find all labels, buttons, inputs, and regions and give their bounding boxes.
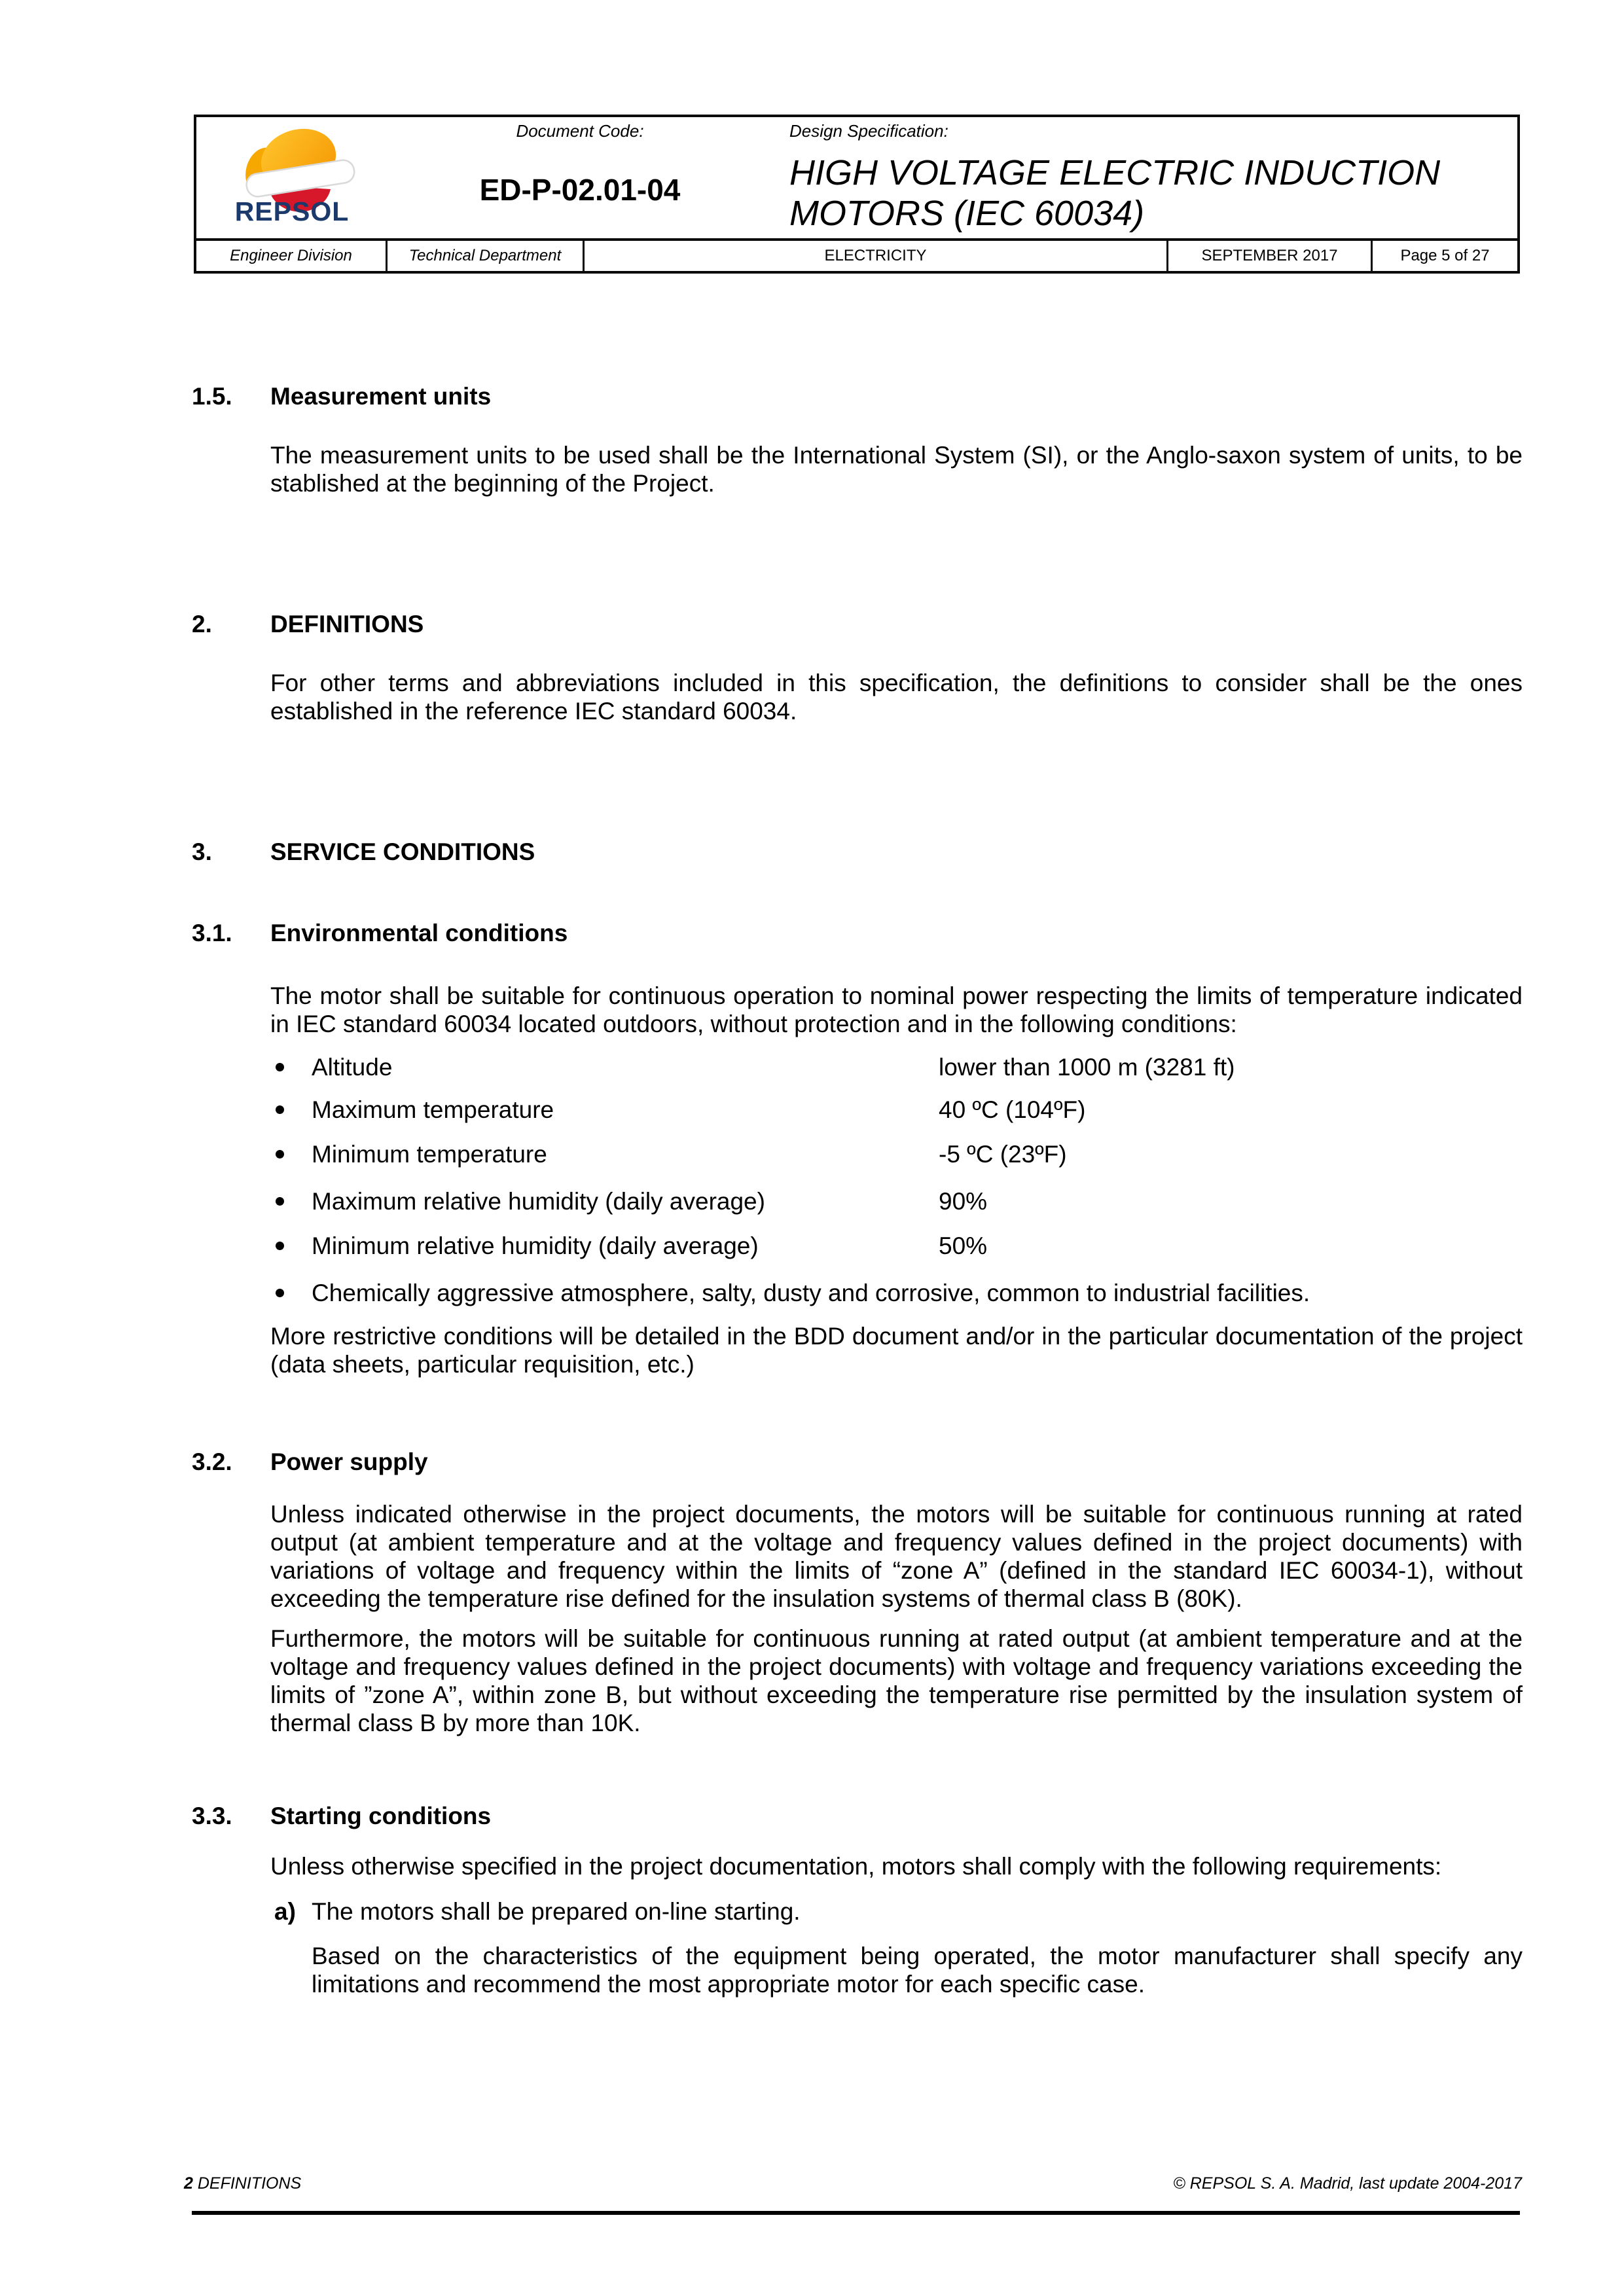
- document-title: [789, 152, 1440, 234]
- bullet-atmosphere: [270, 1279, 1523, 1307]
- header-meta-row: [196, 241, 1517, 271]
- document-title-line1: HIGH VOLTAGE ELECTRIC INDUCTION: [789, 153, 1441, 192]
- repsol-logo-wordmark: REPSOL: [234, 196, 350, 226]
- heading-number: 3.1.: [192, 920, 232, 946]
- heading-number: 3.2.: [192, 1448, 232, 1475]
- header-table: [194, 115, 1520, 274]
- bullet-icon: [276, 1150, 284, 1158]
- paragraph-environmental-intro: The motor shall be suitable for continuous operation to nominal power respecting the limits of temperature indicated in IEC standard 60034 located outdoors, without protection and in the following conditions:: [270, 982, 1523, 1037]
- header-title-row: [196, 117, 1517, 241]
- bullet-min-humidity: [270, 1232, 1523, 1260]
- heading-title: SERVICE CONDITIONS: [270, 838, 535, 865]
- document-code-label: Document Code:: [516, 121, 644, 141]
- heading-title: Measurement units: [270, 383, 492, 410]
- bullet-label: Altitude: [312, 1054, 393, 1081]
- bullet-max-humidity: [270, 1187, 1523, 1215]
- document-title-line2: MOTORS (IEC 60034): [789, 194, 1145, 233]
- discipline-cell: ELECTRICITY: [585, 241, 1168, 271]
- paragraph-power-supply-1: Unless indicated otherwise in the project documents, the motors will be suitable for continuous running at rated output (at ambient temperature and at the voltage and frequency values defined in the project documents) with variations of voltage and frequency within the limits of “zone A” (defined in the standard IEC 60034-1), without exceeding the temperature rise defined for the insulation systems of thermal class B (80K).: [270, 1501, 1523, 1612]
- page-number-cell: Page 5 of 27: [1400, 247, 1490, 264]
- paragraph-starting-intro: Unless otherwise specified in the project documentation, motors shall comply with the following requirements:: [270, 1853, 1442, 1880]
- heading-title: Power supply: [270, 1448, 428, 1475]
- repsol-logo: [220, 128, 364, 231]
- heading-3-3: [192, 1802, 1523, 1830]
- bullet-icon: [276, 1242, 284, 1250]
- footer-rule: [192, 2211, 1520, 2215]
- paragraph-power-supply-2: Furthermore, the motors will be suitable for continuous running at rated output (at ambient temperature and at the voltage and frequency values defined in the project documents) with voltage and frequency variations exceeding the limits of ”zone A”, within zone B, but without exceeding the temperature rise permitted by the insulation system of thermal class B by more than 10K.: [270, 1625, 1523, 1736]
- bullet-max-temperature: [270, 1096, 1523, 1124]
- technical-department-cell: Technical Department: [388, 241, 585, 271]
- bullet-label: Minimum temperature: [312, 1141, 547, 1168]
- bullet-icon: [276, 1289, 284, 1297]
- heading-3: [192, 838, 1523, 866]
- paragraph-based-on: Based on the characteristics of the equipment being operated, the motor manufacturer shall specify any limitations and recommend the most appropriate motor for each specific case.: [312, 1943, 1523, 1998]
- footer: [184, 2174, 1522, 2193]
- bullet-value: 50%: [939, 1232, 988, 1259]
- bullet-value: 90%: [939, 1188, 988, 1215]
- bullet-value: -5 ºC (23ºF): [939, 1141, 1067, 1168]
- footer-copyright: © REPSOL S. A. Madrid, last update 2004-2017: [1173, 2174, 1522, 2193]
- heading-title: DEFINITIONS: [270, 611, 424, 637]
- bullet-value: lower than 1000 m (3281 ft): [939, 1054, 1235, 1081]
- bullet-label: Chemically aggressive atmosphere, salty, dusty and corrosive, common to industrial facilities.: [312, 1280, 1310, 1306]
- footer-section-label: DEFINITIONS: [197, 2174, 302, 2193]
- heading-number: 1.5.: [192, 383, 232, 410]
- heading-3-2: [192, 1448, 1523, 1476]
- paragraph-more-restrictive: More restrictive conditions will be detailed in the BDD document and/or in the particular documentation of the project (data sheets, particular requisition, etc.): [270, 1323, 1523, 1378]
- footer-section-number: 2: [184, 2174, 193, 2193]
- date-cell: SEPTEMBER 2017: [1168, 241, 1373, 271]
- heading-number: 2.: [192, 611, 212, 637]
- bullet-value: 40 ºC (104ºF): [939, 1096, 1086, 1123]
- heading-3-1: [192, 919, 1523, 947]
- bullet-icon: [276, 1197, 284, 1206]
- paragraph-measurement-units: The measurement units to be used shall be the International System (SI), or the Anglo-saxon system of units, to be stablished at the beginning of the Project.: [270, 442, 1523, 497]
- bullet-min-temperature: [270, 1140, 1523, 1168]
- list-item-text: The motors shall be prepared on-line starting.: [312, 1898, 801, 1925]
- heading-title: Starting conditions: [270, 1803, 492, 1829]
- repsol-flame-icon: [220, 128, 364, 231]
- bullet-altitude: [270, 1053, 1523, 1081]
- heading-2: [192, 610, 1523, 638]
- list-item-letter: a): [274, 1898, 296, 1925]
- bullet-icon: [276, 1063, 284, 1071]
- heading-title: Environmental conditions: [270, 920, 568, 946]
- engineer-division-cell: Engineer Division: [196, 241, 388, 271]
- heading-number: 3.3.: [192, 1803, 232, 1829]
- bullet-icon: [276, 1105, 284, 1114]
- bullet-label: Maximum relative humidity (daily average): [312, 1188, 765, 1215]
- document-code-value: ED-P-02.01-04: [479, 173, 681, 207]
- bullet-label: Maximum temperature: [312, 1096, 554, 1123]
- bullet-label: Minimum relative humidity (daily average): [312, 1232, 759, 1259]
- footer-section-reference: [184, 2174, 301, 2193]
- design-specification-label: Design Specification:: [789, 121, 948, 141]
- heading-1-5: [192, 382, 1523, 410]
- paragraph-definitions: For other terms and abbreviations included in this specification, the definitions to consider shall be the ones established in the reference IEC standard 60034.: [270, 670, 1523, 725]
- heading-number: 3.: [192, 838, 212, 865]
